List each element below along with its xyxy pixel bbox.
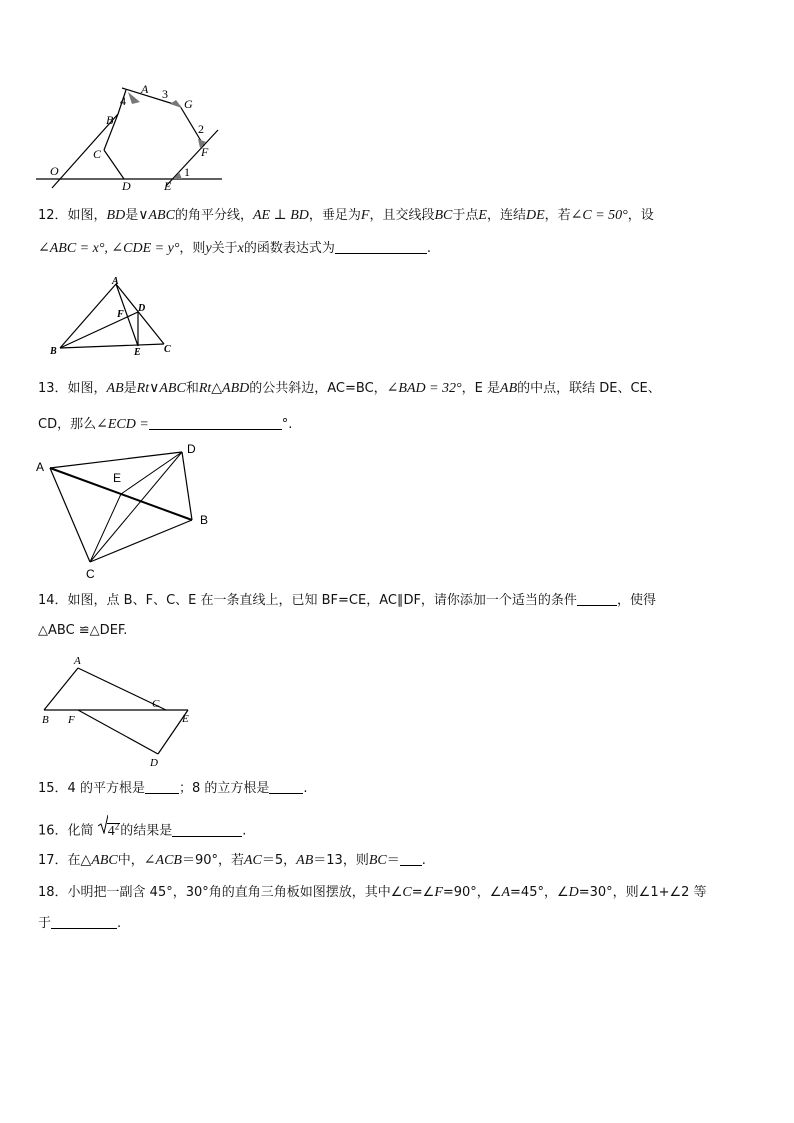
label-F: F xyxy=(68,714,75,726)
answer-blank-q14[interactable] xyxy=(577,592,617,606)
label-C: C xyxy=(152,698,160,710)
q14-line2: △ABC ≌△DEF. xyxy=(38,623,128,638)
figure-q13 xyxy=(36,444,216,584)
q15-line: 15．4 的平方根是 ；8 的立方根是 . xyxy=(38,781,308,796)
q14-line1: 14．如图，点 B、F、C、E 在一条直线上，已知 BF=CE，AC∥DF，请你添加一个适当的条件 ，使得 xyxy=(38,593,656,608)
figure-q11 xyxy=(36,84,236,194)
sqrt-expression: $4^2$ xyxy=(98,817,121,841)
q13-line2: CD，那么∠ECD = °. xyxy=(38,417,293,432)
label-4: 4 xyxy=(120,94,126,108)
label-F: F xyxy=(201,145,209,159)
answer-blank-q12[interactable] xyxy=(335,240,427,254)
label-3: 3 xyxy=(162,87,168,101)
label-F: F xyxy=(117,309,124,320)
answer-blank-q13[interactable] xyxy=(149,416,282,430)
label-A: A xyxy=(74,655,81,667)
answer-blank-q18[interactable] xyxy=(51,915,117,929)
label-B: B xyxy=(106,113,114,127)
label-A: A xyxy=(36,460,45,474)
label-B: B xyxy=(42,714,49,726)
answer-blank-q17[interactable] xyxy=(400,852,422,866)
label-D: D xyxy=(122,179,131,193)
q12-line1: 12．如图，BD是∨ABC的角平分线，AE ⊥ BD，垂足为F，且交线段BC于点E，连结DE，若∠C = 50°，设 xyxy=(38,208,654,223)
label-A: A xyxy=(112,276,119,287)
label-1: 1 xyxy=(184,165,190,179)
label-C: C xyxy=(93,147,102,161)
label-C: C xyxy=(164,344,171,355)
label-B: B xyxy=(50,346,57,357)
q13-line1: 13．如图，AB是Rt∨ABC和Rt△ABD的公共斜边，AC=BC，∠BAD = 32°，E 是AB的中点，联结 DE、CE、 xyxy=(38,381,661,396)
label-E: E xyxy=(182,713,189,725)
label-D: D xyxy=(150,757,158,769)
label-2: 2 xyxy=(198,122,204,136)
label-E: E xyxy=(164,179,172,193)
q12-line2: ∠ABC = x°, ∠CDE = y°，则y关于x的函数表达式为 . xyxy=(38,241,432,256)
figure-q12 xyxy=(46,274,176,360)
label-E: E xyxy=(134,347,141,358)
label-B: B xyxy=(200,513,209,527)
label-E: E xyxy=(113,471,122,485)
q17-line: 17．在△ABC中，∠ACB＝90°，若AC＝5，AB＝13，则BC＝ . xyxy=(38,853,426,868)
label-D: D xyxy=(138,303,146,314)
answer-blank-q15a[interactable] xyxy=(145,780,179,794)
q16-line: 16．化简 $4^2$的结果是 . xyxy=(38,817,246,841)
q18-line2: 于 . xyxy=(38,916,122,931)
label-G: G xyxy=(184,97,193,111)
answer-blank-q15b[interactable] xyxy=(269,780,303,794)
label-O: O xyxy=(50,164,59,178)
label-A: A xyxy=(141,82,149,96)
q18-line1: 18．小明把一副含 45°，30°角的直角三角板如图摆放，其中∠C=∠F=90°，∠A=45°，∠D=30°，则∠1+∠2 等 xyxy=(38,885,707,900)
label-D: D xyxy=(187,442,196,456)
label-C: C xyxy=(86,567,95,581)
figure-q14 xyxy=(38,654,198,769)
answer-blank-q16[interactable] xyxy=(172,823,242,837)
